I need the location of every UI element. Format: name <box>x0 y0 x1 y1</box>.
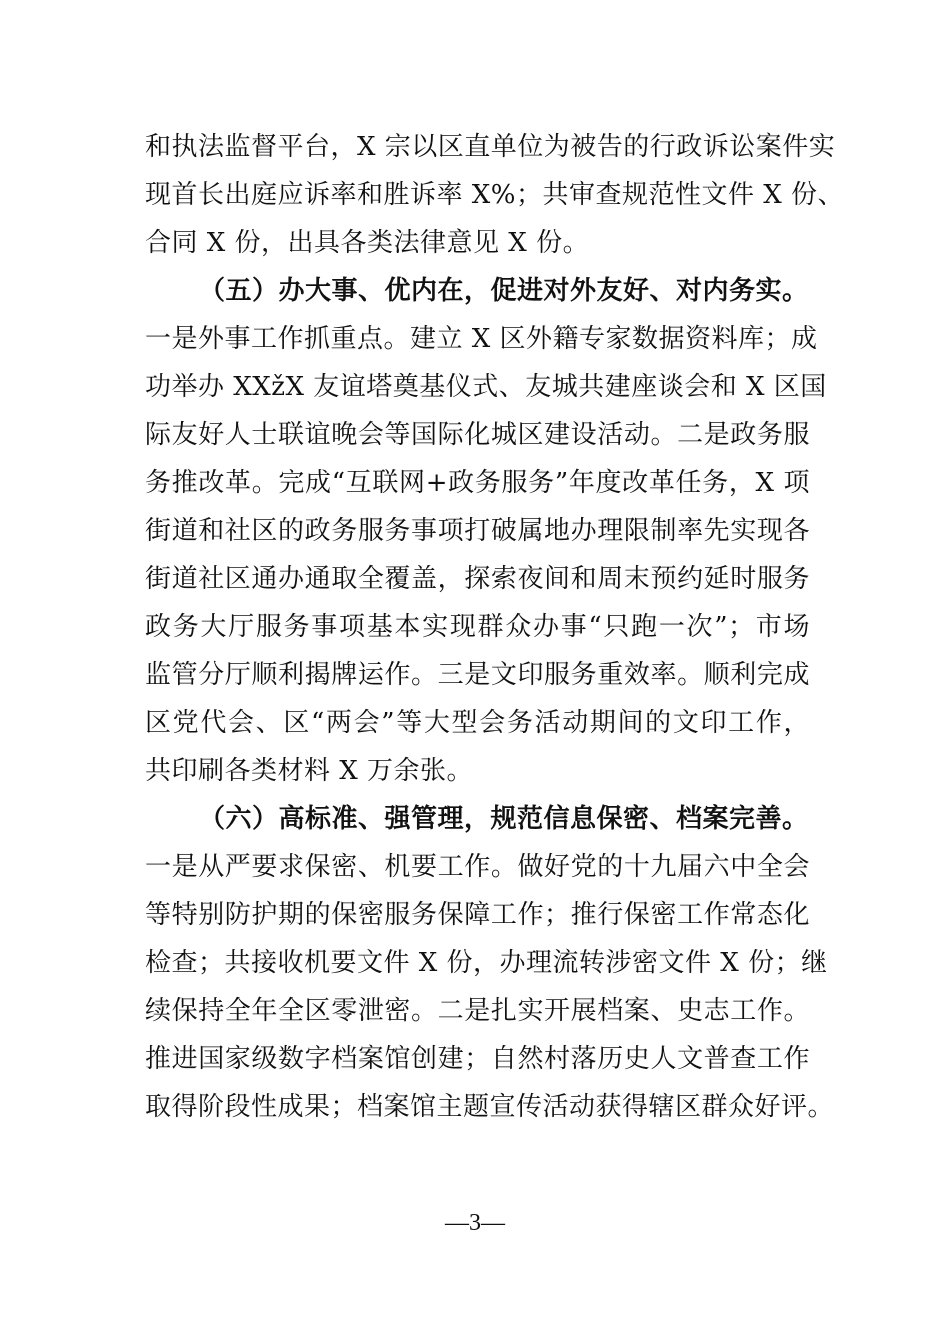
paragraph-line: 共印刷各类材料 X 万余张。 <box>145 756 474 786</box>
paragraph-line: 合同 X 份，出具各类法律意见 X 份。 <box>145 228 590 258</box>
section-heading-5: （五）办大事、优内在，促进对外友好、对内务实。 <box>199 276 809 306</box>
section-heading-6: （六）高标准、强管理，规范信息保密、档案完善。 <box>199 804 809 834</box>
paragraph-line: 一是外事工作抓重点。建立 X 区外籍专家数据资料库；成 <box>145 324 818 354</box>
paragraph-line: 监管分厅顺利揭牌运作。三是文印服务重效率。顺利完成 <box>145 660 810 690</box>
paragraph-line: 等特别防护期的保密服务保障工作；推行保密工作常态化 <box>145 900 810 930</box>
paragraph-line: 现首长出庭应诉率和胜诉率 X%；共审查规范性文件 X 份、 <box>145 180 845 210</box>
paragraph-line: 续保持全年全区零泄密。二是扎实开展档案、史志工作。 <box>145 996 810 1026</box>
paragraph-line: 功举办 XXžX 友谊塔奠基仪式、友城共建座谈会和 X 区国 <box>145 372 827 402</box>
paragraph-line: 务推改革。完成“互联网+政务服务”年度改革任务，X 项 <box>145 468 810 498</box>
body-text <box>145 123 845 1131</box>
paragraph-line: 一是从严要求保密、机要工作。做好党的十九届六中全会 <box>145 852 810 882</box>
paragraph-line: 和执法监督平台，X 宗以区直单位为被告的行政诉讼案件实 <box>145 132 836 162</box>
paragraph-line: 取得阶段性成果；档案馆主题宣传活动获得辖区群众好评。 <box>145 1092 835 1122</box>
page-number: —3— <box>445 1210 505 1236</box>
paragraph-line: 区党代会、区“两会”等大型会务活动期间的文印工作， <box>145 708 810 738</box>
paragraph-line: 政务大厅服务事项基本实现群众办事“只跑一次”；市场 <box>145 612 810 642</box>
paragraph-line: 际友好人士联谊晚会等国际化城区建设活动。二是政务服 <box>145 420 810 450</box>
paragraph-line: 推进国家级数字档案馆创建；自然村落历史人文普查工作 <box>145 1044 810 1074</box>
paragraph-line: 街道和社区的政务服务事项打破属地办理限制率先实现各 <box>145 516 810 546</box>
paragraph-line: 检查；共接收机要文件 X 份，办理流转涉密文件 X 份；继 <box>145 948 828 978</box>
paragraph-line: 街道社区通办通取全覆盖，探索夜间和周末预约延时服务 <box>145 564 810 594</box>
